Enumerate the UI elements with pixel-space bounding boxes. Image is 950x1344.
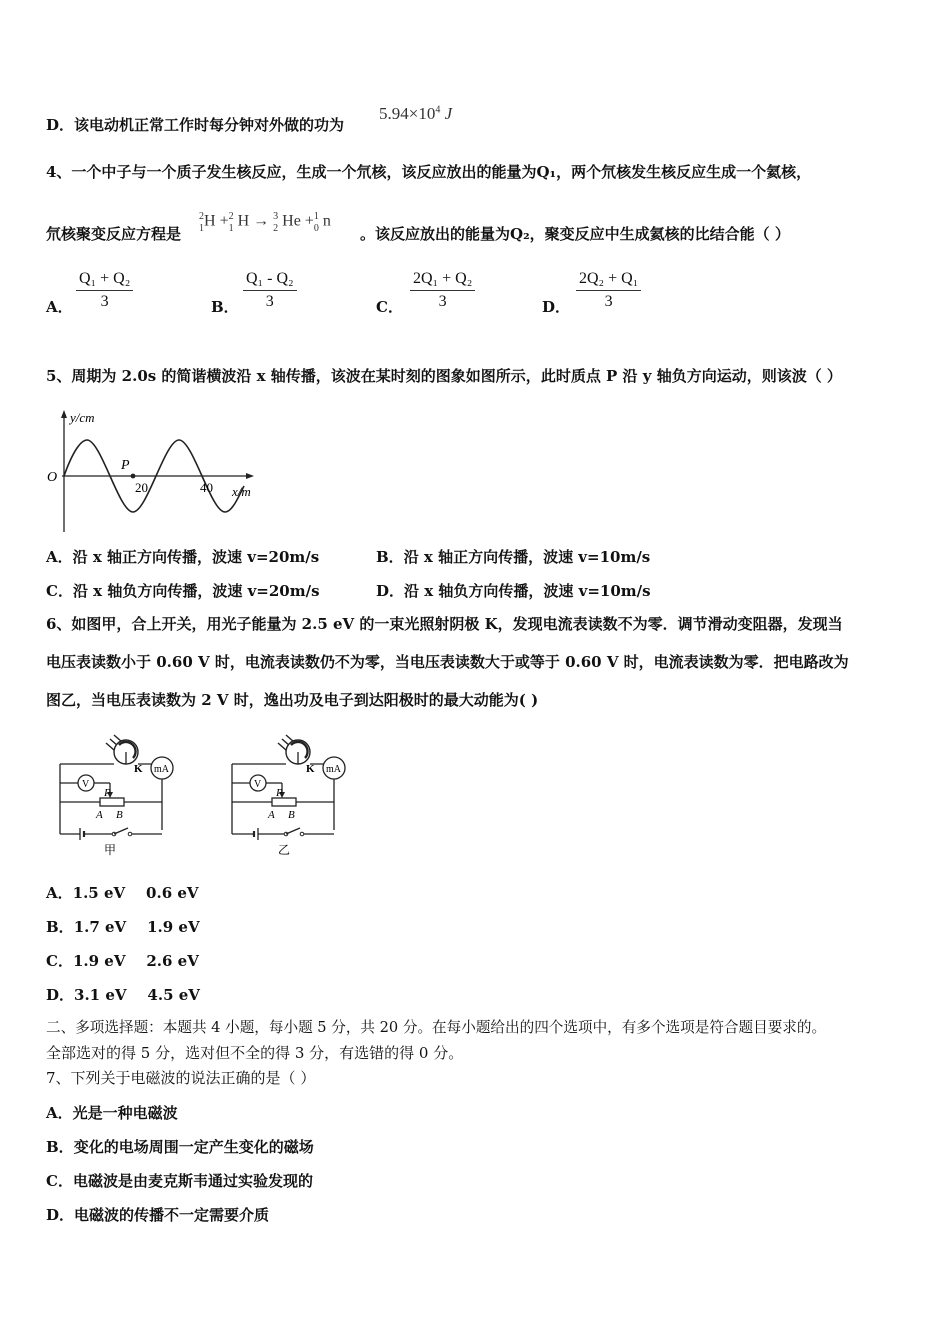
rheostat-icon	[272, 798, 296, 806]
caption-yi: 乙	[278, 843, 291, 857]
q4-stem-line2-prefix: 氘核聚变反应方程是	[46, 225, 182, 243]
q7-option-a: A．光是一种电磁波	[46, 1104, 178, 1122]
q6-option-c: C．1.9 eV 2.6 eV	[46, 952, 199, 970]
q6-option-d: D．3.1 eV 4.5 eV	[46, 986, 200, 1004]
terminal-b-label: B	[288, 809, 295, 821]
q3-option-d-value: $5.94\times 10^4$ J	[379, 104, 453, 123]
q5-stem: 5、周期为 2.0s 的简谐横波沿 x 轴传播，该波在某时刻的图象如图所示，此时质点 P 沿 y 轴负方向运动，则该波（ ）	[46, 367, 842, 385]
q4-stem-line1: 4、一个中子与一个质子发生核反应，生成一个氘核，该反应放出的能量为Q₁，两个氘核发生核反应生成一个氦核，	[46, 163, 812, 181]
q4-stem-line2-suffix: 。该反应放出的能量为Q₂，聚变反应中生成氦核的比结合能（ ）	[360, 225, 790, 243]
q5-option-b: B．沿 x 轴正方向传播，波速 v=10m/s	[376, 548, 651, 566]
x-axis-label: x/m	[232, 484, 251, 499]
fusion-equation: 2 1H +2 1 H → 3 2 He +1 0 n	[199, 211, 331, 234]
milliammeter-label: mA	[154, 764, 169, 775]
y-axis-arrow	[61, 410, 67, 418]
milliammeter-label: mA	[326, 764, 341, 775]
point-p-label: P	[121, 458, 130, 473]
q7-stem: 7、下列关于电磁波的说法正确的是（ ）	[46, 1069, 316, 1087]
wave-graph	[44, 408, 260, 534]
caption-jia: 甲	[104, 843, 117, 857]
slider-label: P	[104, 787, 111, 799]
section2-instructions-line1: 二、多项选择题：本题共 4 小题，每小题 5 分，共 20 分。在每小题给出的四个选项中，有多个选项是符合题目要求的。	[46, 1019, 827, 1036]
q6-option-b: B．1.7 eV 1.9 eV	[46, 918, 200, 936]
slider-label: P	[276, 787, 283, 799]
voltmeter-label: V	[254, 779, 262, 790]
q4-option-a-label: A．	[46, 298, 73, 316]
q4-option-b-fraction: $\frac{\text{Q₁ - Q₂}}{3}$	[243, 270, 297, 311]
terminal-a-label: A	[96, 809, 103, 821]
q4-option-d-label: D．	[542, 298, 571, 316]
q5-option-d: D．沿 x 轴负方向传播，波速 v=10m/s	[376, 582, 651, 600]
q4-option-c-label: C．	[376, 298, 403, 316]
rheostat-icon	[100, 798, 124, 806]
q4-option-c-fraction: $\frac{\text{2Q₁ + Q₂}}{3}$	[410, 270, 475, 311]
q5-option-a: A．沿 x 轴正方向传播，波速 v=20m/s	[46, 548, 320, 566]
q6-stem-line2: 电压表读数小于 0.60 V 时，电流表读数仍不为零，当电压表读数大于或等于 0.60 V 时，电流表读数为零．把电路改为	[46, 653, 849, 671]
point-p-dot	[131, 474, 136, 479]
x-tick-40: 40	[200, 480, 213, 495]
section2-instructions-line2: 全部选对的得 5 分，选对但不全的得 3 分，有选错的得 0 分。	[46, 1044, 464, 1062]
cathode-label: K	[306, 763, 315, 775]
q6-stem-line3: 图乙，当电压表读数为 2 V 时，逸出功及电子到达阳极时的最大动能为( )	[46, 691, 539, 709]
q6-option-a: A．1.5 eV 0.6 eV	[46, 884, 199, 902]
x-tick-20: 20	[135, 480, 148, 495]
q7-option-c: C．电磁波是由麦克斯韦通过实验发现的	[46, 1172, 313, 1190]
cathode-label: K	[134, 763, 143, 775]
terminal-b-label: B	[116, 809, 123, 821]
q7-option-b: B．变化的电场周围一定产生变化的磁场	[46, 1138, 314, 1156]
y-axis-label: y/cm	[70, 410, 95, 425]
origin-label: O	[47, 470, 58, 485]
q7-option-d: D．电磁波的传播不一定需要介质	[46, 1206, 270, 1224]
circuit-jia	[50, 730, 180, 860]
circuit-yi	[222, 730, 352, 860]
q3-option-d: D．该电动机正常工作时每分钟对外做的功为	[46, 116, 345, 134]
x-axis-arrow	[246, 473, 254, 479]
q6-stem-line1: 6、如图甲，合上开关，用光子能量为 2.5 eV 的一束光照射阴极 K，发现电流表读数不为零．调节滑动变阻器，发现当	[46, 615, 843, 633]
q5-option-c: C．沿 x 轴负方向传播，波速 v=20m/s	[46, 582, 320, 600]
q4-option-b-label: B．	[211, 298, 239, 316]
q4-option-a-fraction: $\frac{\text{Q₁ + Q₂}}{3}$	[76, 270, 133, 311]
q4-option-d-fraction: $\frac{\text{2Q₂ + Q₁}}{3}$	[576, 270, 641, 311]
terminal-a-label: A	[268, 809, 275, 821]
voltmeter-label: V	[82, 779, 90, 790]
